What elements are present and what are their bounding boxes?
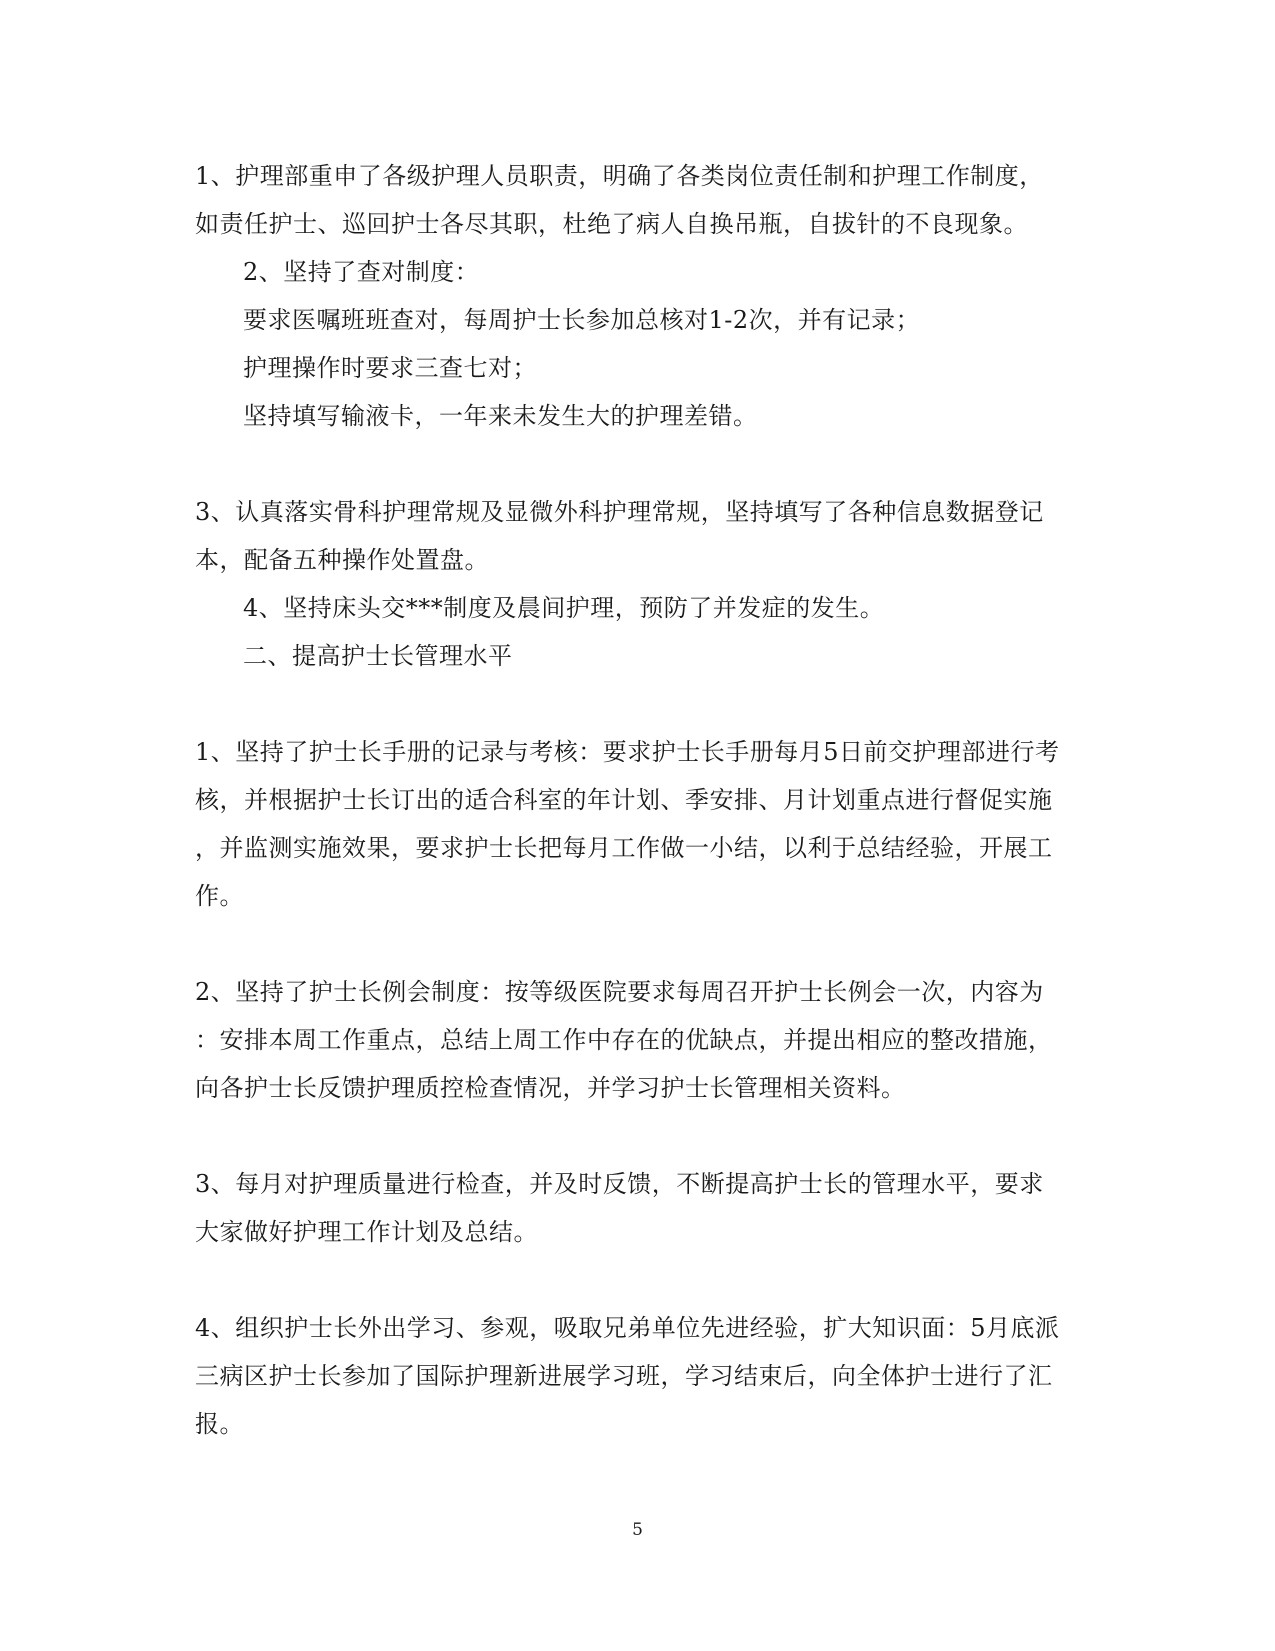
text-line: 核，并根据护士长订出的适合科室的年计划、季安排、月计划重点进行督促实施 xyxy=(195,786,1053,814)
text-line: 如责任护士、巡回护士各尽其职，杜绝了病人自换吊瓶，自拔针的不良现象。 xyxy=(195,210,1028,238)
text-line: 4、坚持床头交***制度及晨间护理，预防了并发症的发生。 xyxy=(243,594,885,622)
text-line: 1、坚持了护士长手册的记录与考核：要求护士长手册每月5日前交护理部进行考 xyxy=(195,738,1060,766)
text-line: 2、坚持了查对制度： xyxy=(243,258,480,286)
text-line: 4、组织护士长外出学习、参观，吸取兄弟单位先进经验，扩大知识面：5月底派 xyxy=(195,1314,1060,1342)
text-line: ：安排本周工作重点，总结上周工作中存在的优缺点，并提出相应的整改措施， xyxy=(195,1026,1053,1054)
text-line: 2、坚持了护士长例会制度：按等级医院要求每周召开护士长例会一次，内容为 xyxy=(195,978,1044,1006)
text-line: 坚持填写输液卡，一年来未发生大的护理差错。 xyxy=(243,402,758,430)
section-heading: 二、提高护士长管理水平 xyxy=(243,642,513,670)
text-line: 3、每月对护理质量进行检查，并及时反馈，不断提高护士长的管理水平，要求 xyxy=(195,1170,1044,1198)
text-line: ，并监测实施效果，要求护士长把每月工作做一小结，以利于总结经验，开展工 xyxy=(195,834,1053,862)
text-line: 向各护士长反馈护理质控检查情况，并学习护士长管理相关资料。 xyxy=(195,1074,906,1102)
text-line: 大家做好护理工作计划及总结。 xyxy=(195,1218,538,1246)
text-line: 要求医嘱班班查对，每周护士长参加总核对1-2次，并有记录； xyxy=(243,306,921,334)
page-number: 5 xyxy=(632,1520,643,1540)
text-line: 护理操作时要求三查七对； xyxy=(243,354,537,382)
text-line: 报。 xyxy=(195,1410,244,1438)
text-line: 作。 xyxy=(195,882,244,910)
text-line: 三病区护士长参加了国际护理新进展学习班，学习结束后，向全体护士进行了汇 xyxy=(195,1362,1053,1390)
text-line: 1、护理部重申了各级护理人员职责，明确了各类岗位责任制和护理工作制度， xyxy=(195,162,1044,190)
text-line: 本，配备五种操作处置盘。 xyxy=(195,546,489,574)
text-line: 3、认真落实骨科护理常规及显微外科护理常规，坚持填写了各种信息数据登记 xyxy=(195,498,1044,526)
